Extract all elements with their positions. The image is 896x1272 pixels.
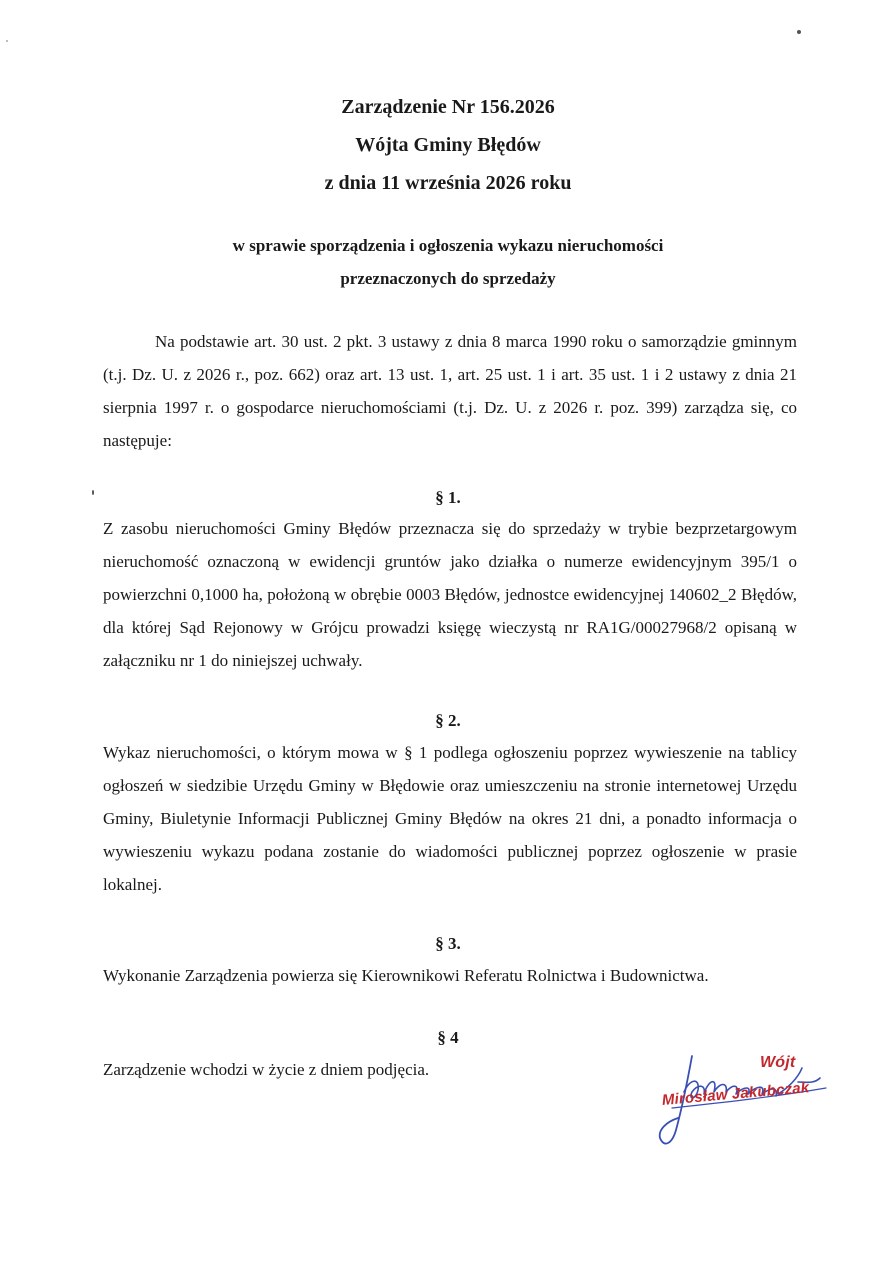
scan-speck: [6, 40, 8, 42]
section-1-text: Z zasobu nieruchomości Gminy Błędów przeznacza się do sprzedaży w trybie bezprzetargowym nieruchomość oznaczoną w ewidencji gruntów jako działka o numerze ewidencyjnym 395/1 o powierzchni 0,1000 ha, położoną w obrębie 0003 Błędów, jednostce ewidencyjnej 140602_2 Błędów, dla której Sąd Rejonowy w Grójcu prowadzi księgę wieczystą nr RA1G/00027968/2 opisaną w załączniku nr 1 do niniejszej uchwały.: [103, 519, 797, 670]
scan-speck: [797, 30, 801, 34]
section-1-mark: § 1.: [435, 488, 461, 507]
document-date: z dnia 11 września 2026 roku: [324, 172, 572, 194]
section-4-mark: § 4: [437, 1028, 459, 1047]
preamble: Na podstawie art. 30 ust. 2 pkt. 3 ustawy z dnia 8 marca 1990 roku o samorządzie gminnym (t.j. Dz. U. z 2026 r., poz. 662) oraz art. 13 ust. 1, art. 25 ust. 1 i art. 35 ust. 1 i 2 ustawy z dnia 21 sierpnia 1997 r. o gospodarce nieruchomościami (t.j. Dz. U. z 2026 r. poz. 399) zarządza się, co następuje:: [103, 332, 797, 450]
signature-stamp-title: Wójt: [760, 1054, 796, 1071]
document-header: [0, 88, 896, 202]
signature-block: [648, 1048, 848, 1158]
section-3-mark: § 3.: [435, 934, 461, 953]
section-4-text: Zarządzenie wchodzi w życie z dniem podjęcia.: [103, 1060, 430, 1079]
issuer: Wójta Gminy Błędów: [355, 134, 541, 156]
signature-stamp-name: Mirosław Jakubczak: [661, 1079, 811, 1109]
document-subject: [0, 229, 896, 295]
subject-line-2: przeznaczonych do sprzedaży: [340, 269, 556, 288]
section-2-mark: § 2.: [435, 711, 461, 730]
section-2-text: Wykaz nieruchomości, o którym mowa w § 1 podlega ogłoszeniu poprzez wywieszenie na tablicy ogłoszeń w siedzibie Urzędu Gminy w Błędowie oraz umieszczeniu na stronie internetowej Urzędu Gminy, Biuletynie Informacji Publicznej Gminy Błędów na okres 21 dni, a ponadto informacja o wywieszeniu wykazu podana zostanie do wiadomości publicznej poprzez ogłoszenie w prasie lokalnej.: [103, 743, 797, 894]
document-number: Zarządzenie Nr 156.2026: [341, 96, 555, 118]
subject-line-1: w sprawie sporządzenia i ogłoszenia wykazu nieruchomości: [232, 236, 664, 255]
section-3-text: Wykonanie Zarządzenia powierza się Kierownikowi Referatu Rolnictwa i Budownictwa.: [103, 966, 709, 985]
